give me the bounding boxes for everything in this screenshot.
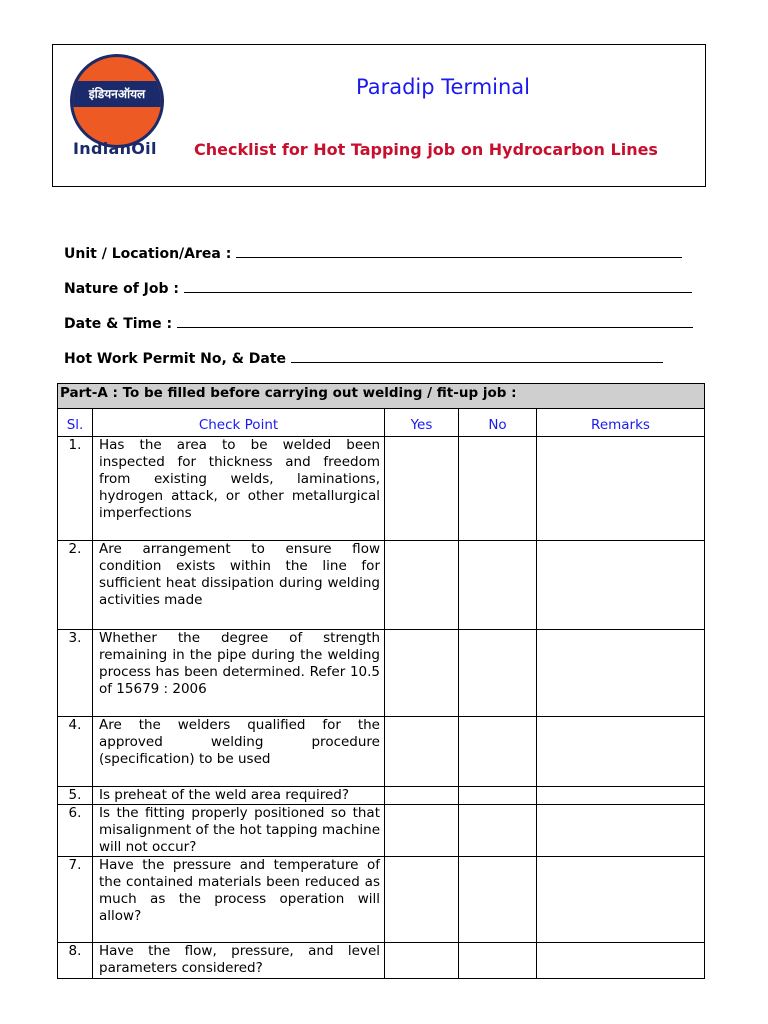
row-number: 5. <box>58 787 93 805</box>
row-check-point: Has the area to be welded been inspected for thickness and freedom from existing welds, laminations, hydrogen attack, or other metallurgical imperfections <box>93 437 385 541</box>
yes-cell[interactable] <box>385 857 459 943</box>
remarks-cell[interactable] <box>537 717 705 787</box>
unit-label: Unit / Location/Area : <box>64 246 232 262</box>
no-cell[interactable] <box>459 541 537 630</box>
no-cell[interactable] <box>459 630 537 717</box>
datetime-field <box>64 313 693 332</box>
no-cell[interactable] <box>459 787 537 805</box>
row-number: 3. <box>58 630 93 717</box>
row-number: 4. <box>58 717 93 787</box>
nature-field <box>64 278 692 297</box>
remarks-cell[interactable] <box>537 943 705 979</box>
table-row <box>58 943 705 979</box>
table-row <box>58 437 705 541</box>
yes-cell[interactable] <box>385 717 459 787</box>
yes-cell[interactable] <box>385 787 459 805</box>
no-cell[interactable] <box>459 437 537 541</box>
row-number: 7. <box>58 857 93 943</box>
unit-field <box>64 243 682 262</box>
remarks-cell[interactable] <box>537 805 705 857</box>
col-remarks: Remarks <box>537 409 705 437</box>
no-cell[interactable] <box>459 857 537 943</box>
indianoil-logo <box>70 54 164 148</box>
yes-cell[interactable] <box>385 541 459 630</box>
row-check-point: Are arrangement to ensure flow condition exists within the line for sufficient heat dissipation during welding activities made <box>93 541 385 630</box>
table-row <box>58 541 705 630</box>
row-check-point: Is the fitting properly positioned so that misalignment of the hot tapping machine will not occur? <box>93 805 385 857</box>
checklist-table <box>57 383 705 979</box>
nature-line[interactable] <box>184 278 692 293</box>
table-row <box>58 717 705 787</box>
datetime-line[interactable] <box>177 313 693 328</box>
no-cell[interactable] <box>459 717 537 787</box>
col-check-point: Check Point <box>93 409 385 437</box>
logo-band-text: इंडियनऑयल <box>70 81 164 107</box>
location-title: Paradip Terminal <box>355 75 530 99</box>
row-check-point: Whether the degree of strength remaining in the pipe during the welding process has been determined. Refer 10.5 of 15679 : 2006 <box>93 630 385 717</box>
table-row <box>58 805 705 857</box>
table-row <box>58 787 705 805</box>
nature-label: Nature of Job : <box>64 281 180 297</box>
col-sl: Sl. <box>58 409 93 437</box>
yes-cell[interactable] <box>385 630 459 717</box>
row-number: 1. <box>58 437 93 541</box>
document-header <box>52 44 706 187</box>
yes-cell[interactable] <box>385 805 459 857</box>
no-cell[interactable] <box>459 805 537 857</box>
row-number: 2. <box>58 541 93 630</box>
remarks-cell[interactable] <box>537 437 705 541</box>
remarks-cell[interactable] <box>537 541 705 630</box>
document-title: Checklist for Hot Tapping job on Hydrocarbon Lines <box>194 140 658 159</box>
table-header-row <box>58 409 705 437</box>
col-yes: Yes <box>385 409 459 437</box>
row-number: 6. <box>58 805 93 857</box>
yes-cell[interactable] <box>385 943 459 979</box>
yes-cell[interactable] <box>385 437 459 541</box>
remarks-cell[interactable] <box>537 630 705 717</box>
row-check-point: Have the pressure and temperature of the contained materials been reduced as much as the process operation will allow? <box>93 857 385 943</box>
no-cell[interactable] <box>459 943 537 979</box>
row-check-point: Have the flow, pressure, and level parameters considered? <box>93 943 385 979</box>
permit-line[interactable] <box>291 348 663 363</box>
unit-line[interactable] <box>236 243 682 258</box>
logo-wordmark: IndianOil <box>73 139 157 158</box>
remarks-cell[interactable] <box>537 787 705 805</box>
permit-label: Hot Work Permit No, & Date <box>64 351 287 367</box>
row-number: 8. <box>58 943 93 979</box>
row-check-point: Is preheat of the weld area required? <box>93 787 385 805</box>
table-row <box>58 630 705 717</box>
col-no: No <box>459 409 537 437</box>
remarks-cell[interactable] <box>537 857 705 943</box>
permit-field <box>64 348 663 367</box>
part-a-heading: Part-A : To be filled before carrying out welding / fit-up job : <box>58 384 705 409</box>
row-check-point: Are the welders qualified for the approved welding procedure (specification) to be used <box>93 717 385 787</box>
datetime-label: Date & Time : <box>64 316 173 332</box>
table-row <box>58 857 705 943</box>
